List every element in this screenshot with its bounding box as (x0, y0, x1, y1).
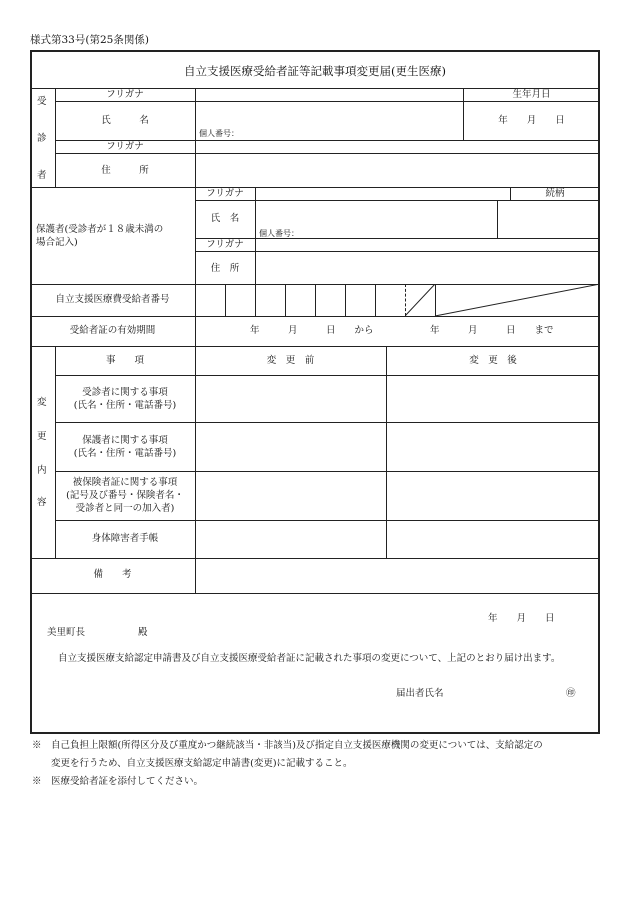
patient-side-label-3: 者 (37, 170, 47, 181)
patient-my-number-label: 個人番号： (199, 129, 239, 138)
guardian-name-label: 氏 名 (210, 213, 240, 224)
patient-name-label: 氏 名 (101, 115, 149, 126)
patient-side-label-2: 診 (37, 133, 47, 144)
validity-label: 受給者証の有効期間 (69, 325, 156, 336)
note-line-1: ※ 自己負担上限額(所得区分及び重度かつ継続該当・非該当)及び指定自立支援医療機関の変更については、支給認定の (32, 740, 543, 751)
patient-birth-value: 年 月 日 (498, 115, 565, 126)
recipient-number-label: 自立支援医療費受給者番号 (55, 294, 170, 305)
declaration-statement: 自立支援医療支給認定申請書及び自立支援医療受給者証に記載された事項の変更について、上記のとおり届け出ます。 (58, 653, 561, 664)
seal-mark: ㊞ (566, 688, 576, 699)
addressee: 美里町長 (47, 627, 86, 638)
patient-side-label-1: 受 (37, 96, 47, 107)
validity-to: 年 月 日 まで (430, 325, 554, 336)
change-row-patient-line2: (氏名・住所・電話番号) (73, 400, 177, 411)
note-line-3: ※ 医療受給者証を添付してください。 (32, 776, 204, 787)
patient-address-label: 住 所 (101, 165, 149, 176)
change-row-disability-line1: 身体障害者手帳 (91, 533, 159, 544)
guardian-furigana-label: フリガナ (206, 188, 244, 199)
addressee-honorific: 殿 (138, 627, 148, 638)
applicant-label: 届出者氏名 (396, 688, 444, 699)
change-row-insurance-line3: 受診者と同一の加入者) (75, 503, 175, 514)
change-row-patient-line1: 受診者に関する事項 (82, 387, 168, 398)
changes-side-label-2: 更 (37, 431, 47, 442)
change-row-insurance-line2: (記号及び番号・保険者名・ (66, 490, 184, 501)
changes-side-label-3: 内 (37, 465, 47, 476)
patient-birth-label: 生年月日 (512, 89, 551, 100)
changes-side-label-4: 容 (37, 497, 47, 508)
change-row-insurance-line1: 被保険者証に関する事項 (72, 477, 178, 488)
form-title: 自立支援医療受給者証等記載事項変更届(更生医療) (184, 64, 446, 78)
guardian-label-line2: 場合記入) (36, 237, 78, 248)
patient-furigana2-label: フリガナ (106, 141, 144, 152)
change-row-guardian-line2: (氏名・住所・電話番号) (73, 448, 177, 459)
recipient-number-diagonals (405, 284, 600, 316)
changes-item-header: 事 項 (105, 355, 144, 366)
declaration-date: 年 月 日 (488, 613, 555, 624)
guardian-address-label: 住 所 (210, 263, 240, 274)
changes-side-label-1: 変 (37, 397, 47, 408)
changes-after-header: 変 更 後 (469, 355, 517, 366)
validity-from: 年 月 日 から (250, 325, 374, 336)
note-line-2: 変更を行うため、自立支援医療支給認定申請書(変更)に記載すること。 (32, 758, 353, 769)
form-number: 様式第33号(第25条関係) (30, 34, 149, 46)
guardian-label-line1: 保護者(受診者が１８歳未満の (36, 224, 164, 235)
remarks-label: 備 考 (93, 569, 132, 580)
patient-furigana-label: フリガナ (106, 89, 144, 100)
guardian-furigana2-label: フリガナ (206, 239, 244, 250)
change-row-guardian-line1: 保護者に関する事項 (82, 435, 168, 446)
guardian-my-number-label: 個人番号： (259, 229, 299, 238)
changes-before-header: 変 更 前 (266, 355, 315, 366)
guardian-relation-label: 続柄 (545, 188, 565, 199)
